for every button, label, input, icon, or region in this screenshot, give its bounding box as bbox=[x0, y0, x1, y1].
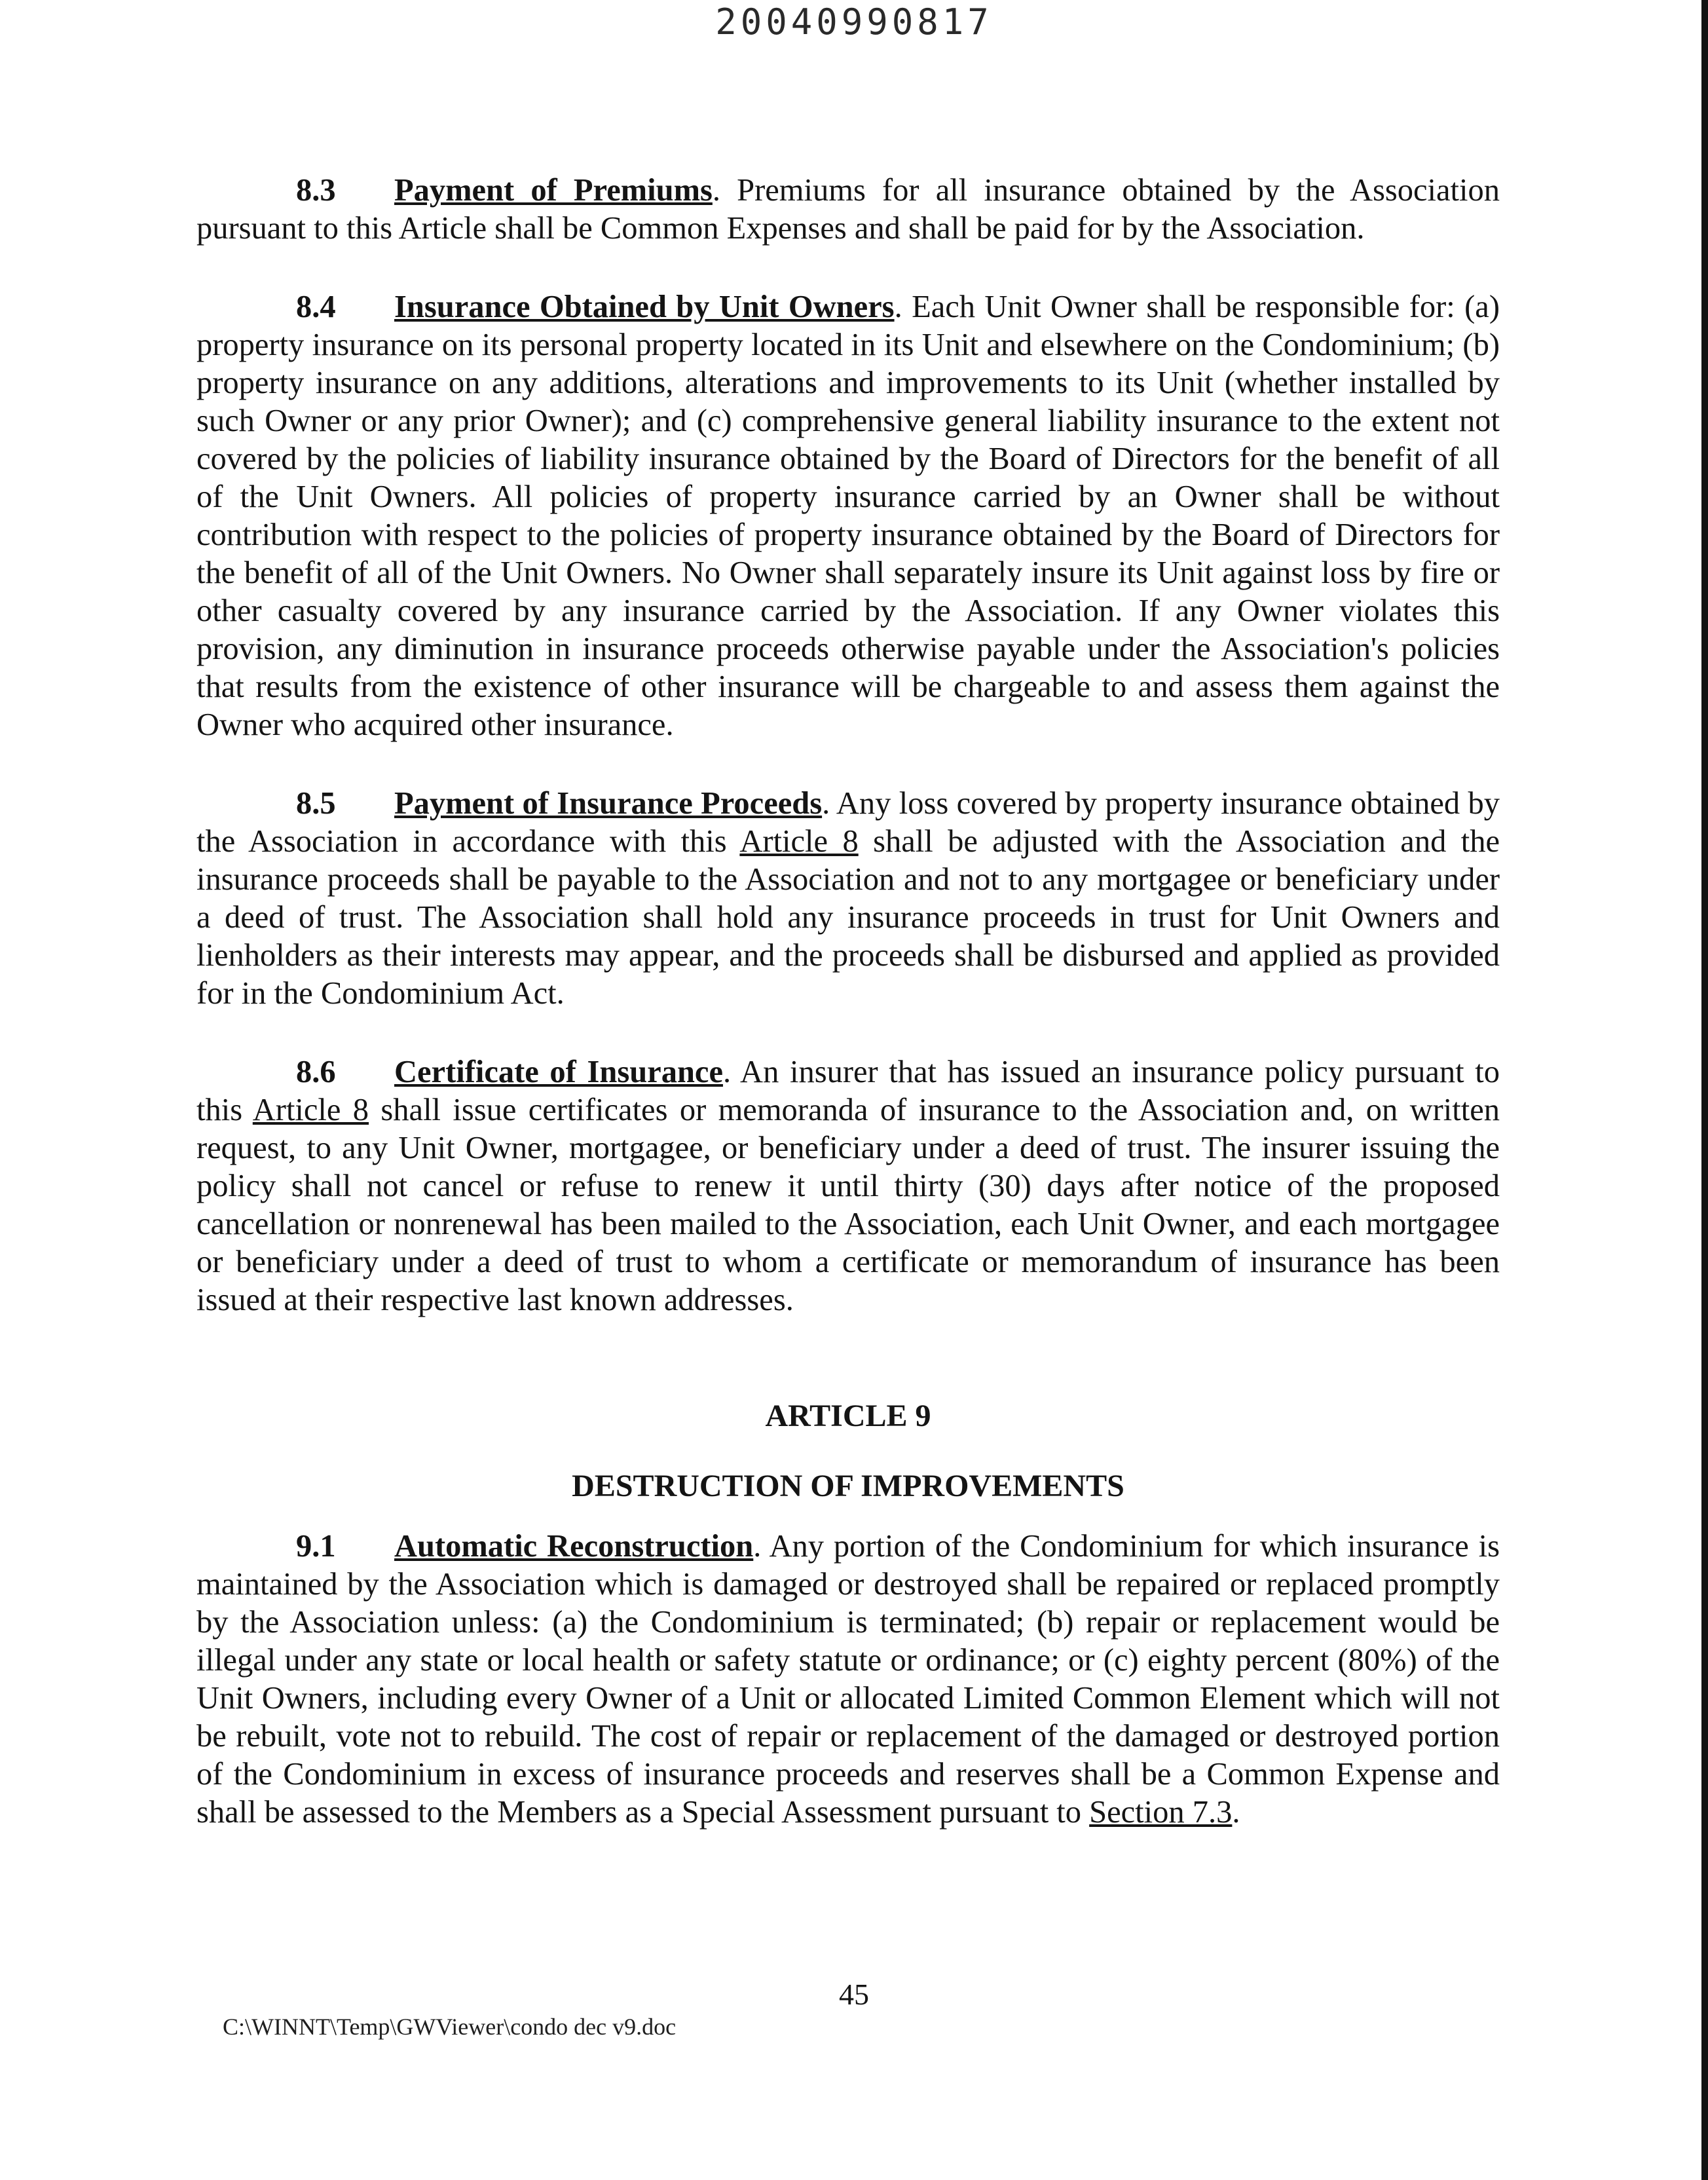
section-title: Certificate of Insurance bbox=[394, 1055, 723, 1089]
article-8-reference: Article 8 bbox=[252, 1093, 369, 1127]
section-number: 8.6 bbox=[296, 1055, 336, 1089]
section-text: . Each Unit Owner shall be responsible for: (a) property insurance on its personal property located in its Unit and elsewhere on the Condominium; (b) property insurance on any additions, alterations and improvements to its Unit (whether installed by such Owner or any prior Owner); and (c) comprehensive general liability insurance to the extent not covered by the policies of liability insurance obtained by the Board of Directors for the benefit of all of the Unit Owners. All policies of property insurance carried by an Owner shall be without contribution with respect to the policies of property insurance obtained by the Board of Directors for the benefit of all of the Unit Owners. No Owner shall separately insure its Unit against loss by fire or other casualty covered by any insurance carried by the Association. If any Owner violates this provision, any diminution in insurance proceeds otherwise payable under the Association's policies that results from the existence of other insurance will be chargeable to and assess them against the Owner who acquired other insurance. bbox=[196, 290, 1500, 742]
section-title: Payment of Premiums bbox=[394, 173, 713, 208]
article-title-heading: DESTRUCTION OF IMPROVEMENTS bbox=[572, 1469, 1124, 1503]
page-body bbox=[196, 172, 1500, 1872]
section-text: . Any portion of the Condominium for which insurance is maintained by the Association which is damaged or destroyed shall be repaired or replaced promptly by the Association unless: (a) the Condominium is terminated; (b) repair or replacement would be illegal under any state or local health or safety statute or ordinance; or (c) eighty percent (80%) of the Unit Owners, including every Owner of a Unit or allocated Limited Common Element which will not be rebuilt, vote not to rebuild. The cost of repair or replacement of the damaged or destroyed portion of the Condominium in excess of insurance proceeds and reserves shall be a Common Expense and shall be assessed to the Members as a Special Assessment pursuant to bbox=[196, 1529, 1500, 1830]
section-text-continued: . bbox=[1232, 1795, 1240, 1830]
section-text: . Premiums for all insurance obtained by the Association pursuant to this Article shall be Common Expenses and shall be paid for by the Association. bbox=[196, 173, 1500, 246]
section-number: 8.4 bbox=[296, 290, 336, 324]
scan-edge bbox=[1701, 0, 1708, 2180]
section-8-3 bbox=[196, 172, 1500, 248]
section-text: . Any loss covered by property insurance obtained by the Association in accordance with this bbox=[196, 786, 1500, 859]
article-number-heading: ARTICLE 9 bbox=[765, 1399, 931, 1433]
section-number: 8.3 bbox=[296, 173, 336, 208]
section-8-6 bbox=[196, 1053, 1500, 1319]
section-number: 8.5 bbox=[296, 786, 336, 821]
article-8-reference: Article 8 bbox=[739, 824, 859, 859]
section-8-5 bbox=[196, 785, 1500, 1013]
document-number: 20040990817 bbox=[715, 1, 993, 43]
section-9-1 bbox=[196, 1528, 1500, 1832]
section-title: Insurance Obtained by Unit Owners bbox=[394, 290, 895, 324]
section-text-continued: shall issue certificates or memoranda of insurance to the Association and, on written request, to any Unit Owner, mortgagee, or beneficiary under a deed of trust. The insurer issuing the policy shall not cancel or refuse to renew it until thirty (30) days after notice of the proposed cancellation or nonrenewal has been mailed to the Association, each Unit Owner, and each mortgagee or beneficiary under a deed of trust to whom a certificate or memorandum of insurance has been issued at their respective last known addresses. bbox=[196, 1093, 1500, 1317]
section-8-4 bbox=[196, 288, 1500, 744]
section-text: . An insurer that has issued an insurance policy pursuant to this bbox=[196, 1055, 1500, 1127]
section-7-3-reference: Section 7.3 bbox=[1089, 1795, 1233, 1830]
section-title: Automatic Reconstruction bbox=[394, 1529, 754, 1564]
section-title: Payment of Insurance Proceeds bbox=[394, 786, 823, 821]
section-text-continued: shall be adjusted with the Association and the insurance proceeds shall be payable to the Association and not to any mortgagee or beneficiary under a deed of trust. The Association shall hold any insurance proceeds in trust for Unit Owners and lienholders as their interests may appear, and the proceeds shall be disbursed and applied as provided for in the Condominium Act. bbox=[196, 824, 1500, 1011]
footer-file-path: C:\WINNT\Temp\GWViewer\condo dec v9.doc bbox=[223, 2014, 677, 2040]
section-number: 9.1 bbox=[296, 1529, 336, 1564]
page-number: 45 bbox=[839, 1978, 869, 2011]
